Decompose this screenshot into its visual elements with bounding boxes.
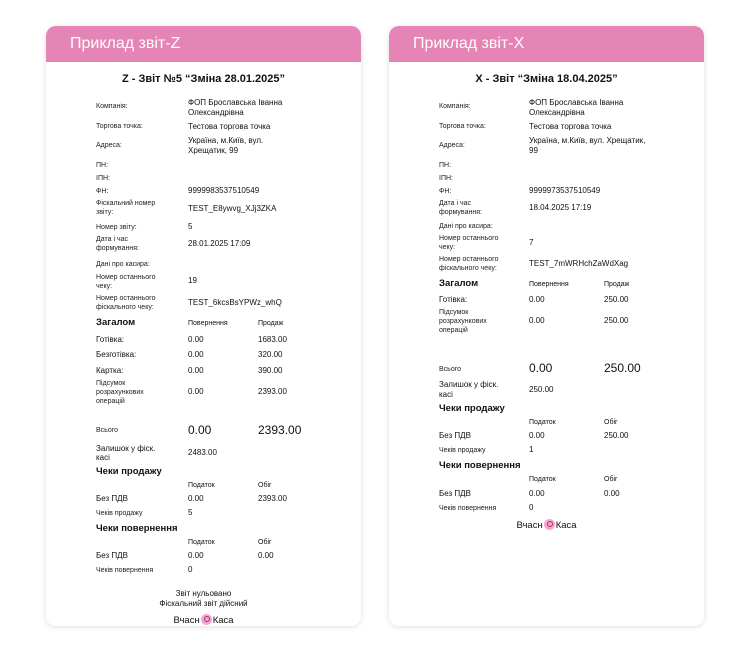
z-address-line1: Україна, м.Київ, вул. (188, 136, 264, 145)
z-settle-label2: розрахункових (96, 389, 144, 396)
x-returns-count-label: Чеків повернення (439, 505, 497, 512)
z-date-label1: Дата і час (96, 236, 128, 243)
x-sales-novat-turnover: 250.00 (604, 431, 629, 440)
x-settle-label1: Підсумок (439, 309, 469, 316)
z-cashier-label: Дані про касира: (96, 261, 150, 268)
vchasno-logo-icon (201, 614, 212, 625)
x-sales-novat-tax: 0.00 (529, 431, 545, 440)
z-returns-novat-tax: 0.00 (188, 551, 204, 560)
x-balance-label1: Залишок у фіск. (439, 380, 499, 389)
z-card-returns: 0.00 (188, 366, 204, 375)
x-cash-returns: 0.00 (529, 295, 545, 304)
x-balance-value: 250.00 (529, 385, 554, 394)
x-sales-heading: Чеки продажу (439, 403, 505, 414)
z-address-label: Адреса: (96, 142, 122, 149)
z-all-sales: 2393.00 (258, 423, 302, 437)
z-fiscal-no-label1: Фіскальний номер (96, 200, 156, 207)
z-fiscal-no-value: TEST_E8ywvg_XJj3ZKA (188, 204, 277, 213)
x-settle-label2: розрахункових (439, 318, 487, 325)
x-date-label2: формування: (439, 209, 482, 216)
z-sales-col-tax: Податок (188, 482, 215, 489)
z-noncash-label: Безготівка: (96, 350, 137, 359)
z-cash-sales: 1683.00 (258, 335, 287, 344)
z-report-card (46, 26, 361, 626)
z-fn-value: 9999983537510549 (188, 186, 260, 195)
x-returns-count-value: 0 (529, 503, 534, 512)
x-returns-novat-label: Без ПДВ (439, 489, 471, 498)
z-pn-label: ПН: (96, 162, 109, 169)
z-all-label: Всього (96, 427, 119, 434)
x-address-line1: Україна, м.Київ, вул. Хрещатик, (529, 136, 646, 145)
z-footer-line1: Звіт нульовано (175, 589, 232, 598)
x-ipn-label: ІПН: (439, 175, 453, 182)
z-all-returns: 0.00 (188, 423, 212, 437)
x-vchasno-kasa-logo (389, 519, 704, 531)
z-sales-novat-turnover: 2393.00 (258, 494, 287, 503)
x-returns-novat-tax: 0.00 (529, 489, 545, 498)
z-cash-returns: 0.00 (188, 335, 204, 344)
z-last-check-value: 19 (188, 276, 197, 285)
z-date-value: 28.01.2025 17:09 (188, 239, 251, 248)
z-card-label: Картка: (96, 366, 124, 375)
z-sales-count-label: Чеків продажу (96, 510, 143, 517)
x-all-sales: 250.00 (604, 361, 641, 375)
x-company-line2: Олександрівна (529, 108, 585, 117)
z-settle-sales: 2393.00 (258, 387, 287, 396)
z-address-line2: Хрещатик, 99 (188, 146, 239, 155)
x-last-check-label2: чеку: (439, 244, 456, 251)
x-fn-label: ФН: (439, 188, 452, 195)
z-last-fiscal-label1: Номер останнього (96, 295, 156, 302)
z-noncash-returns: 0.00 (188, 350, 204, 359)
z-report-header: Приклад звіт-Z (46, 26, 361, 62)
x-receipt (389, 62, 704, 626)
x-returns-col-tax: Податок (529, 476, 556, 483)
x-point-value: Тестова торгова точка (529, 122, 612, 131)
z-point-value: Тестова торгова точка (188, 122, 271, 131)
x-point-label: Торгова точка: (439, 123, 486, 130)
x-col-returns: Повернення (529, 281, 569, 288)
z-balance-value: 2483.00 (188, 448, 217, 457)
z-balance-label2: касі (96, 453, 110, 462)
z-company-line2: Олександрівна (188, 108, 244, 117)
x-address-line2: 99 (529, 146, 538, 155)
z-report-no-value: 5 (188, 222, 193, 231)
x-last-fiscal-value: TEST_7mWRHchZaWdXag (529, 259, 629, 268)
x-cashier-label: Дані про касира: (439, 223, 493, 230)
x-date-value: 18.04.2025 17:19 (529, 203, 592, 212)
z-sales-col-turnover: Обіг (258, 482, 272, 489)
x-report-header: Приклад звіт-X (389, 26, 704, 62)
x-settle-sales: 250.00 (604, 316, 629, 325)
x-total-heading: Загалом (439, 278, 479, 289)
z-ipn-label: ІПН: (96, 175, 110, 182)
x-company-label: Компанія: (439, 103, 471, 110)
x-returns-novat-turnover: 0.00 (604, 489, 620, 498)
z-company-line1: ФОП Брославська Іванна (188, 98, 283, 107)
z-noncash-sales: 320.00 (258, 350, 283, 359)
x-last-fiscal-label2: фіскального чеку: (439, 265, 497, 272)
z-report-no-label: Номер звіту: (96, 224, 137, 231)
z-returns-count-value: 0 (188, 565, 193, 574)
z-sales-count-value: 5 (188, 508, 193, 517)
z-sales-heading: Чеки продажу (96, 466, 162, 477)
x-sales-count-value: 1 (529, 445, 534, 454)
z-card-sales: 390.00 (258, 366, 283, 375)
z-settle-returns: 0.00 (188, 387, 204, 396)
z-last-fiscal-label2: фіскального чеку: (96, 304, 154, 311)
z-settle-label3: операцій (96, 398, 125, 405)
x-sales-count-label: Чеків продажу (439, 447, 486, 454)
x-fn-value: 9999973537510549 (529, 186, 601, 195)
x-settle-returns: 0.00 (529, 316, 545, 325)
x-all-returns: 0.00 (529, 361, 553, 375)
x-sales-col-turnover: Обіг (604, 419, 618, 426)
z-returns-heading: Чеки повернення (96, 523, 178, 534)
z-balance-label1: Залишок у фіск. (96, 444, 156, 453)
x-address-label: Адреса: (439, 142, 465, 149)
z-vchasno-kasa-logo (46, 614, 361, 626)
z-company-label: Компанія: (96, 103, 128, 110)
z-date-label2: формування: (96, 245, 139, 252)
x-sales-col-tax: Податок (529, 419, 556, 426)
x-pn-label: ПН: (439, 162, 452, 169)
z-logo-right: Каса (212, 615, 234, 626)
x-company-line1: ФОП Брославська Іванна (529, 98, 624, 107)
z-col-returns: Повернення (188, 320, 228, 327)
z-receipt (46, 62, 361, 626)
z-fn-label: ФН: (96, 188, 109, 195)
x-returns-col-turnover: Обіг (604, 476, 618, 483)
z-point-label: Торгова точка: (96, 123, 143, 130)
z-returns-col-turnover: Обіг (258, 539, 272, 546)
z-col-sales: Продаж (258, 320, 284, 327)
z-returns-count-label: Чеків повернення (96, 567, 154, 574)
x-cash-sales: 250.00 (604, 295, 629, 304)
x-last-check-value: 7 (529, 238, 534, 247)
x-balance-label2: касі (439, 390, 453, 399)
z-cash-label: Готівка: (96, 335, 125, 344)
x-last-check-label1: Номер останнього (439, 235, 499, 242)
x-date-label1: Дата і час (439, 200, 471, 207)
z-sales-novat-tax: 0.00 (188, 494, 204, 503)
z-last-check-label2: чеку: (96, 283, 113, 290)
x-report-card (389, 26, 704, 626)
z-settle-label1: Підсумок (96, 380, 126, 387)
x-settle-label3: операцій (439, 327, 468, 334)
x-report-title: X - Звіт “Зміна 18.04.2025” (475, 73, 618, 85)
z-fiscal-no-label2: звіту: (96, 209, 114, 216)
z-last-fiscal-value: TEST_6kcsBsYPWz_whQ (188, 298, 282, 307)
x-logo-right: Каса (555, 520, 577, 531)
x-col-sales: Продаж (604, 281, 630, 288)
z-report-title: Z - Звіт №5 “Зміна 28.01.2025” (121, 73, 286, 85)
vchasno-logo-icon (544, 519, 555, 530)
z-returns-col-tax: Податок (188, 539, 215, 546)
x-all-label: Всього (439, 366, 462, 373)
z-last-check-label1: Номер останнього (96, 274, 156, 281)
x-sales-novat-label: Без ПДВ (439, 431, 471, 440)
x-cash-label: Готівка: (439, 295, 468, 304)
z-footer-line2: Фіскальний звіт дійсний (159, 599, 248, 608)
z-logo-left: Вчасн (173, 615, 200, 626)
z-returns-novat-turnover: 0.00 (258, 551, 274, 560)
z-returns-novat-label: Без ПДВ (96, 551, 128, 560)
x-last-fiscal-label1: Номер останнього (439, 256, 499, 263)
z-sales-novat-label: Без ПДВ (96, 494, 128, 503)
z-total-heading: Загалом (96, 317, 136, 328)
x-returns-heading: Чеки повернення (439, 460, 521, 471)
x-logo-left: Вчасн (516, 520, 543, 531)
